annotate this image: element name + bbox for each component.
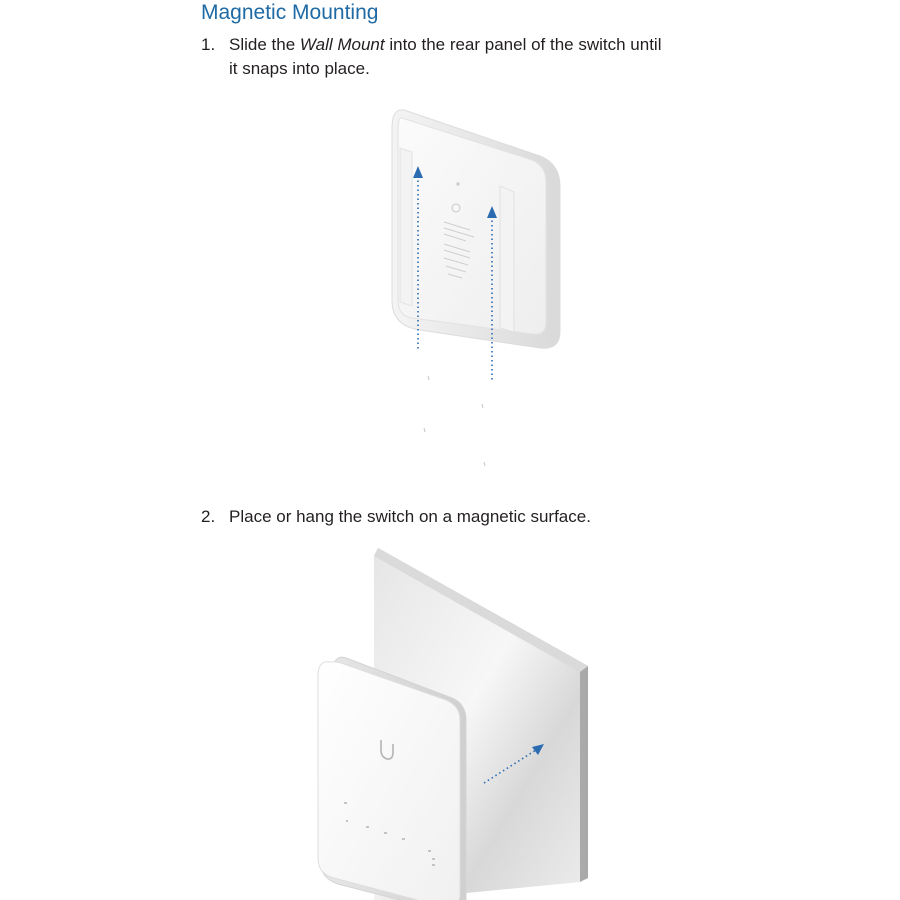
step-1-emphasis: Wall Mount [299, 35, 385, 54]
step-2-text: Place or hang the switch on a magnetic surface. [229, 507, 591, 526]
step-2 [201, 505, 591, 529]
step-1-text-after: into the rear panel of the switch until [384, 35, 662, 54]
magnetic-surface-illustration [318, 548, 588, 900]
step-1-text-before: Slide the [229, 35, 300, 54]
section-heading: Magnetic Mounting [201, 1, 379, 24]
step-1-text-line2: it snaps into place. [229, 59, 370, 78]
step-1-number: 1. [201, 35, 216, 54]
step-2-number: 2. [201, 507, 216, 526]
